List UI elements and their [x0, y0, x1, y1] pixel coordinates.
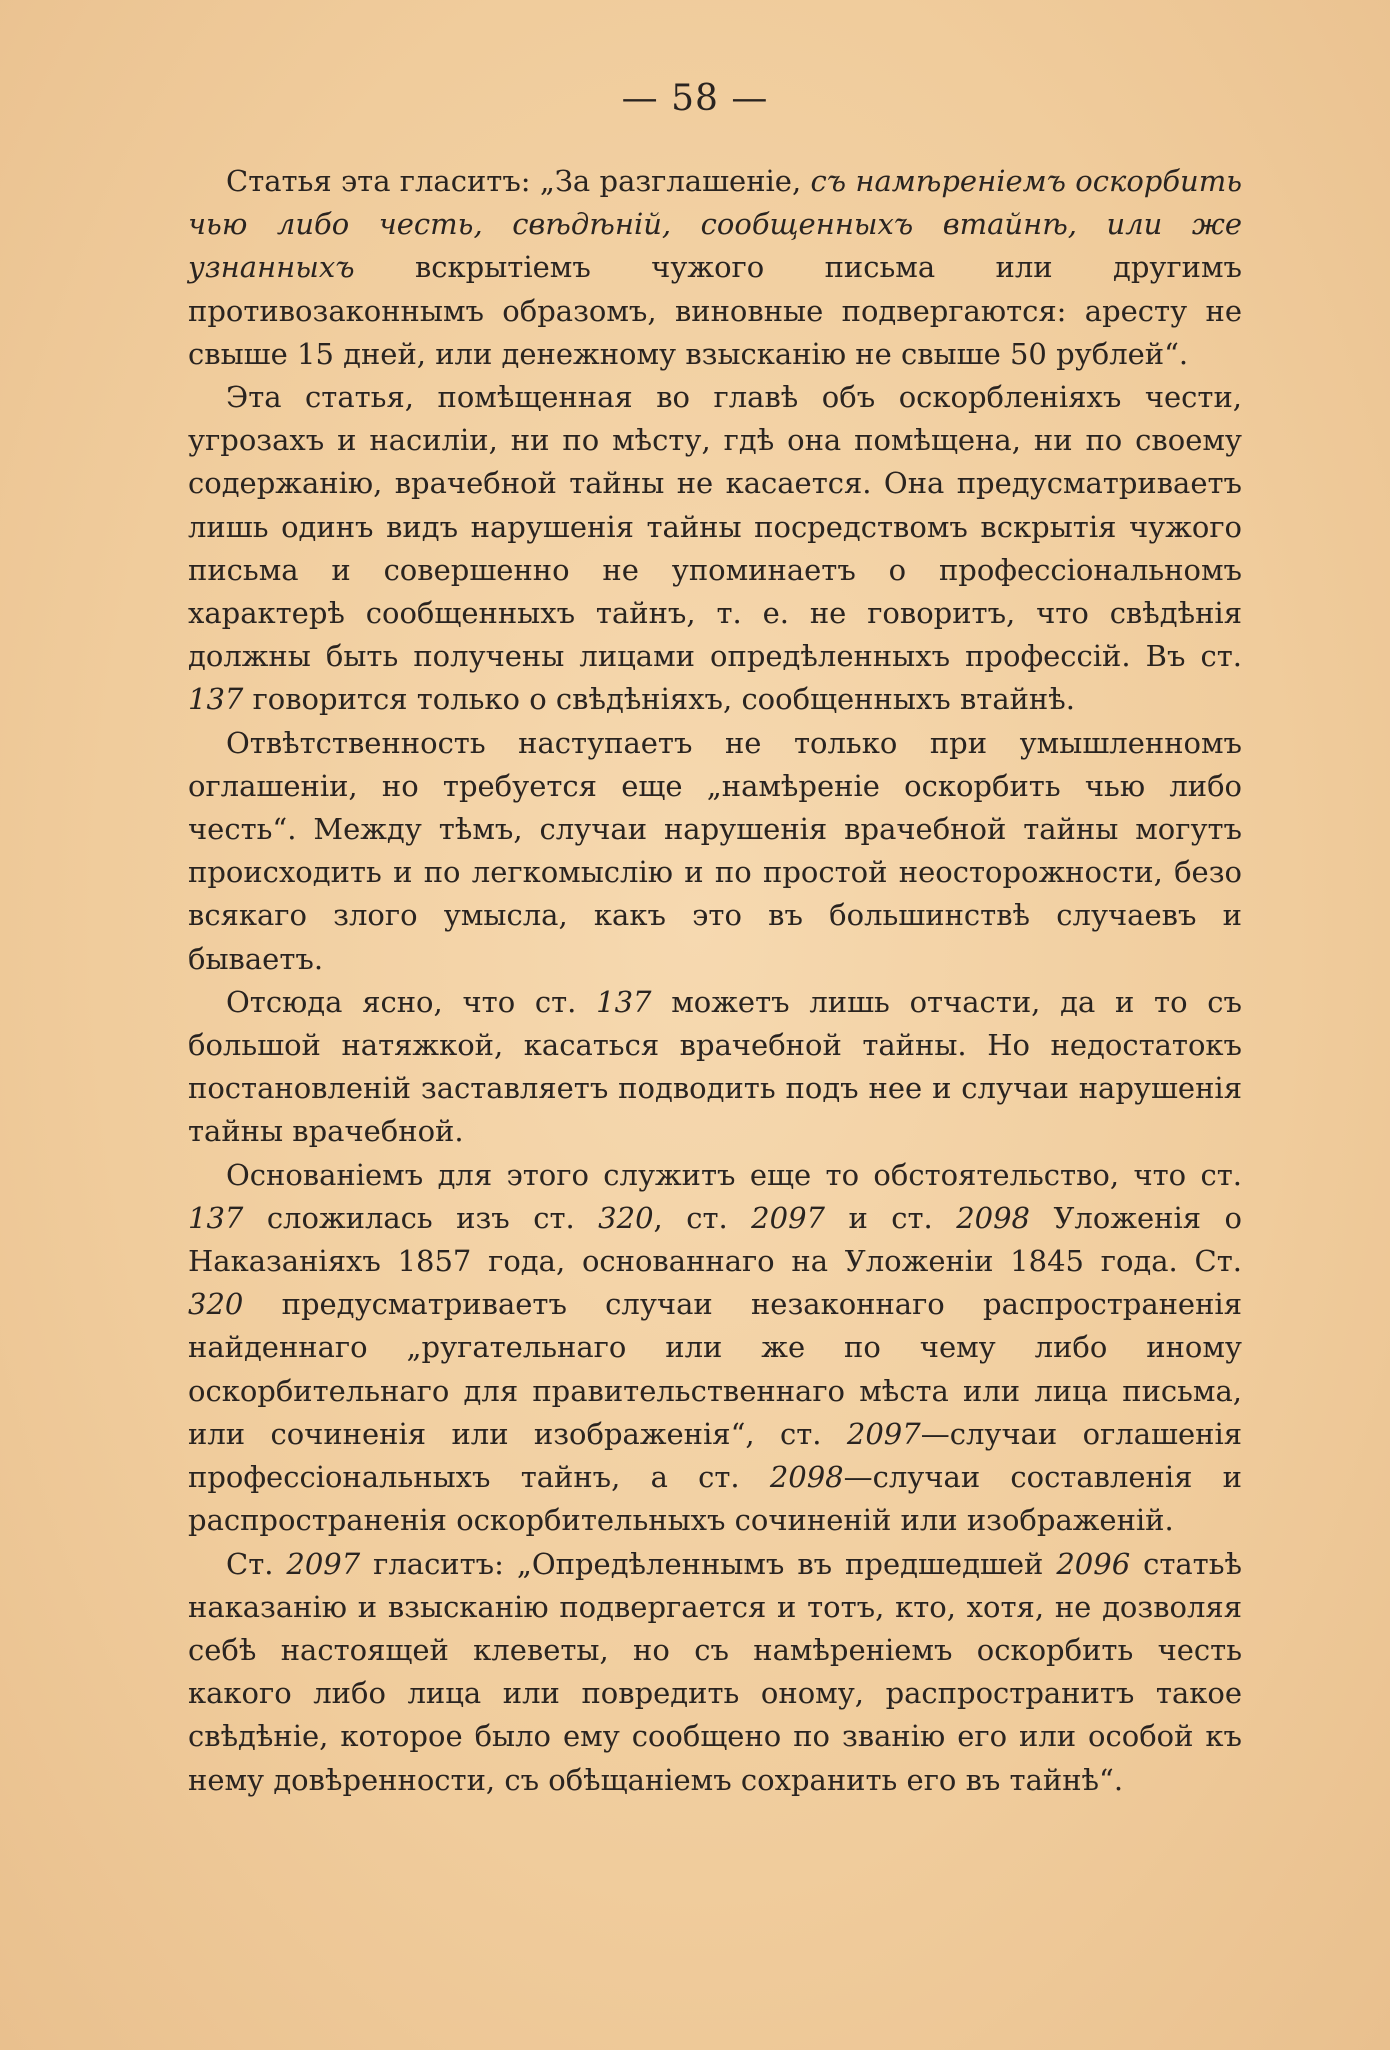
text-run: , ст. [653, 1200, 752, 1235]
text-run: статьѣ наказанію и взысканію подвергается и тотъ, кто, хотя, не дозволяя себѣ настоящей клеветы, но съ намѣреніемъ оскорбить честь какого либо лица или повредить оному, распространитъ такое свѣдѣніе, которое было ему сообщено по званію его или особой къ нему довѣренности, съ обѣщаніемъ сохранить его въ тайнѣ“. [188, 1546, 1242, 1797]
page-number: — 58 — [621, 78, 769, 119]
paragraph [188, 376, 1242, 722]
text-run: говорится только о свѣдѣніяхъ, сообщенныхъ втайнѣ. [243, 682, 1075, 717]
text-run: Ст. [226, 1546, 287, 1581]
italic-run: 137 [596, 984, 652, 1019]
text-run: Основаніемъ для этого служитъ еще то обстоятельство, что ст. [226, 1157, 1242, 1192]
text-run: вскрытіемъ чужого письма или другимъ противозаконнымъ образомъ, виновные подвергаются: аресту не свыше 15 дней, или денежному взысканію не свыше 50 рублей“. [188, 250, 1242, 371]
text-run: Уложенія о Наказаніяхъ 1857 года, основаннаго на Уложеніи 1845 года. Ст. [188, 1200, 1242, 1279]
paragraph [188, 722, 1242, 981]
text-run: Статья эта гласитъ: „За разглашеніе, [226, 164, 811, 198]
italic-run: 2097 [286, 1546, 361, 1581]
paragraph [188, 1154, 1242, 1543]
italic-run: 320 [598, 1200, 654, 1235]
italic-run: 137 [188, 682, 244, 717]
text-run: и ст. [824, 1200, 957, 1235]
text-run: сложилась изъ ст. [243, 1200, 599, 1235]
paragraph [188, 981, 1242, 1154]
italic-run: 2098 [769, 1460, 844, 1495]
text-run: —случаи составленія и распространенія оскорбительныхъ сочиненій или изображеній. [188, 1460, 1242, 1538]
paragraph [188, 160, 1242, 376]
italic-run: съ намѣреніемъ оскорбить чью либо честь, свѣдѣній, сообщенныхъ втайнѣ, или же узнанныхъ [188, 164, 1243, 285]
text-run: Отвѣтственность наступаетъ не только при умышленномъ оглашеніи, но требуется еще „намѣреніе оскорбить чью либо честь“. Между тѣмъ, случаи нарушенія врачебной тайны могутъ происходить и по легкомыслію и по простой неосторожности, безо всякаго злого умысла, какъ это въ большинствѣ случаевъ и бываетъ. [188, 725, 1242, 976]
text-run: Эта статья, помѣщенная во главѣ объ оскорбленіяхъ чести, угрозахъ и насиліи, ни по мѣсту, гдѣ она помѣщена, ни по своему содержанію, врачебной тайны не касается. Она предусматриваетъ лишь одинъ видъ нарушенія тайны посредствомъ вскрытія чужого письма и совершенно не упоминаетъ о профессіональномъ характерѣ сообщенныхъ тайнъ, т. е. не говоритъ, что свѣдѣнія должны быть получены лицами опредѣленныхъ профессій. Въ ст. [188, 380, 1242, 674]
italic-run: 2096 [1056, 1546, 1131, 1581]
italic-run: 2097 [751, 1200, 825, 1235]
text-body [188, 160, 1242, 1802]
text-run: Отсюда ясно, что ст. [226, 984, 597, 1019]
italic-run: 137 [188, 1200, 244, 1235]
italic-run: 2098 [956, 1200, 1031, 1235]
italic-run: 2097 [846, 1416, 921, 1451]
text-run: предусматриваетъ случаи незаконнаго распространенія найденнаго „ругательнаго или же по чему либо иному оскорбительнаго для правительственнаго мѣста или лица письма, или сочиненія или изображенія“, ст. [188, 1287, 1242, 1451]
text-run: гласитъ: „Опредѣленнымъ въ предшедшей [360, 1546, 1057, 1581]
text-run: —случаи оглашенія профессіональныхъ тайнъ, а ст. [188, 1416, 1243, 1495]
text-run: можетъ лишь отчасти, да и то съ большой натяжкой, касаться врачебной тайны. Но недостатокъ постановленій заставляетъ подводить подъ нее и случаи нарушенія тайны врачебной. [188, 984, 1242, 1149]
paragraph [188, 1543, 1242, 1802]
italic-run: 320 [188, 1287, 244, 1322]
